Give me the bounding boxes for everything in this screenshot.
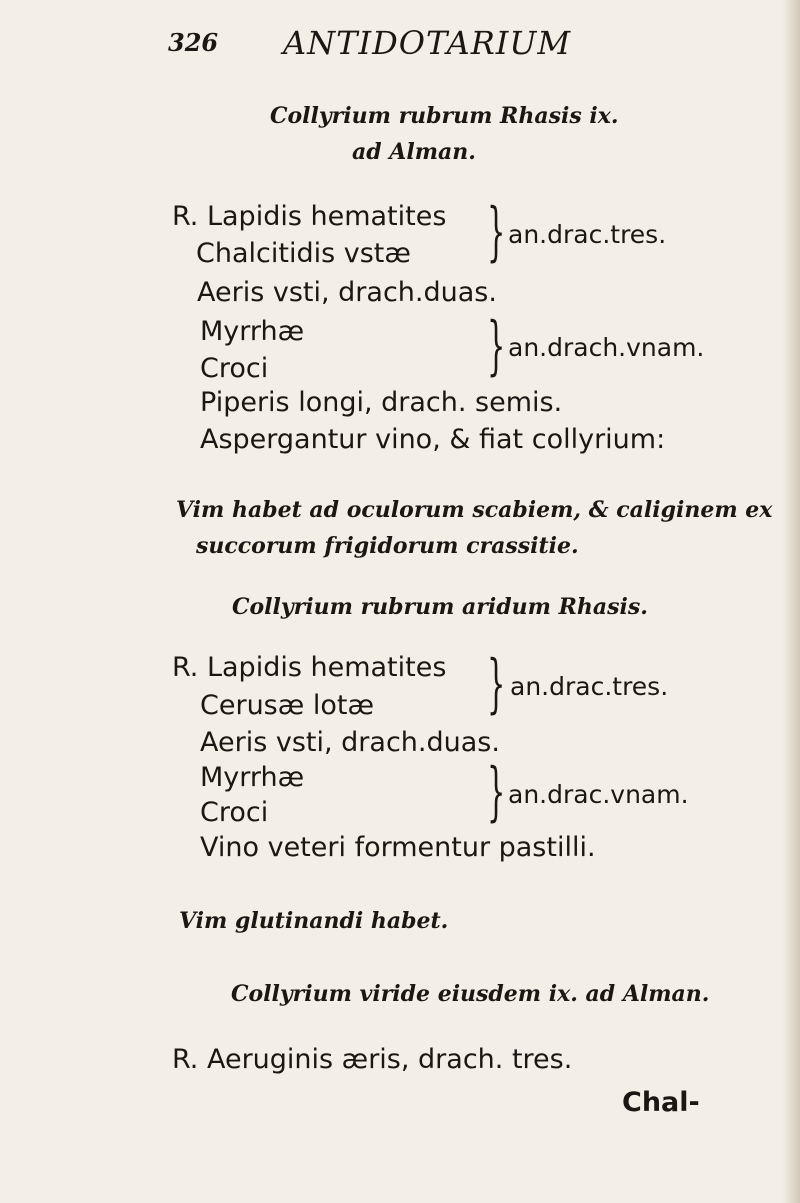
page-edge-shadow [782, 0, 800, 1203]
ingredient-myrrhae: Myrrhæ [200, 316, 305, 347]
virtue-line2: succorum frigidorum crassitie. [196, 533, 579, 559]
ingredient-myrrhae-2: Myrrhæ [200, 762, 305, 793]
instruction-aspergantur: Aspergantur vino, & fiat collyrium: [200, 424, 666, 455]
brace-icon: } [487, 309, 506, 383]
brace-icon: } [487, 195, 506, 269]
instruction-vino: Vino veteri formentur pastilli. [200, 832, 596, 863]
quantity-1: an.drac.tres. [508, 220, 667, 249]
ingredient-aeruginis: R. Aeruginis æris, drach. tres. [172, 1044, 573, 1075]
ingredient-aeris: Aeris vsti, drach.duas. [197, 277, 497, 308]
ingredient-piperis: Piperis longi, drach. semis. [200, 387, 563, 418]
page-number: 326 [168, 28, 219, 57]
ingredient-aeris-2: Aeris vsti, drach.duas. [200, 727, 500, 758]
ingredient-chalcitidis: Chalcitidis vstæ [196, 238, 411, 269]
quantity-3: an.drac.tres. [510, 672, 669, 701]
recipe-2-heading: Collyrium rubrum aridum Rhasis. [232, 594, 648, 620]
ingredient-lapidis-hematites: R. Lapidis hematites [172, 201, 447, 232]
virtue-2: Vim glutinandi habet. [179, 908, 449, 934]
ingredient-croci: Croci [200, 353, 269, 384]
catchword: Chal- [622, 1087, 700, 1118]
recipe-3-heading: Collyrium viride eiusdem ix. ad Alman. [231, 981, 710, 1007]
brace-icon: } [487, 755, 506, 829]
ingredient-lapidis-hematites-2: R. Lapidis hematites [172, 652, 447, 683]
virtue-line1: Vim habet ad oculorum scabiem, & caliginem ex [176, 497, 773, 523]
ingredient-croci-2: Croci [200, 797, 269, 828]
running-title: ANTIDOTARIUM [283, 24, 572, 62]
quantity-2: an.drach.vnam. [508, 333, 705, 362]
recipe-1-heading-line1: Collyrium rubrum Rhasis ix. [270, 103, 619, 129]
brace-icon: } [487, 647, 506, 721]
quantity-4: an.drac.vnam. [508, 780, 689, 809]
ingredient-cerusae: Cerusæ lotæ [200, 690, 374, 721]
recipe-1-heading-line2: ad Alman. [352, 139, 476, 165]
